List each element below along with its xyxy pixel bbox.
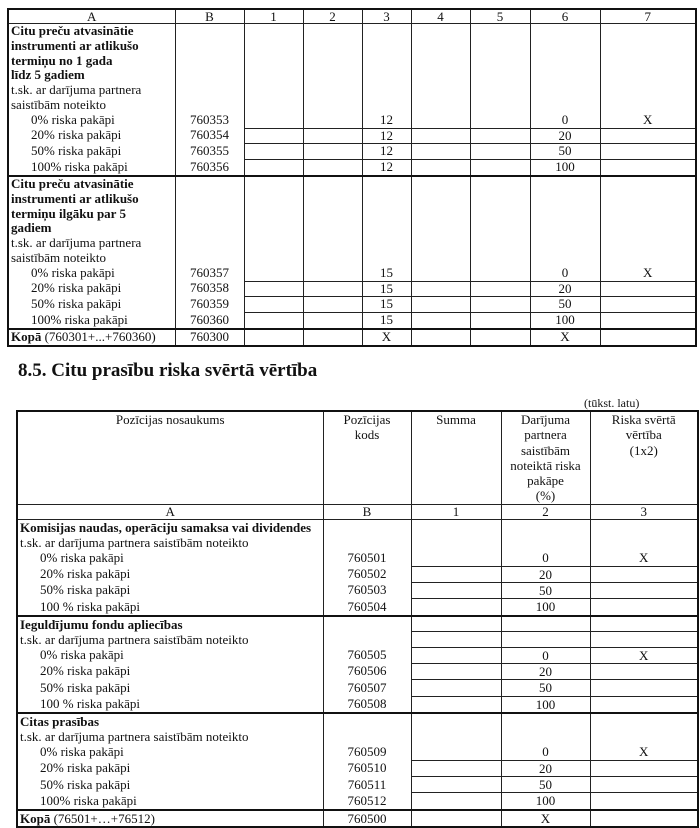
position-code: 760354 xyxy=(175,128,244,144)
cell-risk-weighted-value: X xyxy=(590,744,698,760)
row-label: 100% riska pakāpi xyxy=(17,793,323,810)
position-code: 760508 xyxy=(323,696,411,713)
cell-risk-weight: 100 xyxy=(501,793,590,810)
table-row xyxy=(17,599,698,616)
position-code: 760511 xyxy=(323,777,411,793)
cell-col-2[interactable] xyxy=(303,266,362,281)
cell-col-2[interactable] xyxy=(303,160,362,176)
empty-cell xyxy=(362,24,411,113)
cell-amount[interactable] xyxy=(411,566,501,582)
cell-col-4[interactable] xyxy=(411,144,470,160)
table-row xyxy=(8,160,696,176)
cell-col-4[interactable] xyxy=(411,160,470,176)
cell-col-2[interactable] xyxy=(303,128,362,144)
cell-col-3[interactable] xyxy=(590,519,698,535)
row-label: 20% riska pakāpi xyxy=(8,281,175,297)
cell-col-3: 15 xyxy=(362,313,411,329)
column-header-1: 1 xyxy=(244,9,303,24)
section-title: 8.5. Citu prasību riska svērtā vērtība xyxy=(18,360,318,381)
empty-cell xyxy=(323,729,411,744)
position-code: 760357 xyxy=(175,266,244,281)
cell-col-1[interactable] xyxy=(411,713,501,729)
position-code: 760509 xyxy=(323,744,411,760)
cell-amount[interactable] xyxy=(411,696,501,713)
cell-col-2[interactable] xyxy=(303,281,362,297)
row-label: 20% riska pakāpi xyxy=(8,128,175,144)
cell-risk-weighted-value: X xyxy=(590,647,698,663)
cell-risk-weighted-value[interactable] xyxy=(590,663,698,679)
cell-risk-weight: 0 xyxy=(501,550,590,566)
cell-col-3[interactable] xyxy=(590,535,698,550)
cell-col-1[interactable] xyxy=(244,266,303,281)
cell-col-7[interactable] xyxy=(600,329,696,346)
section-title: Ieguldījumu fondu apliecības xyxy=(17,616,323,632)
cell-col-5[interactable] xyxy=(470,329,530,346)
total-label xyxy=(17,810,323,827)
cell-col-3: 12 xyxy=(362,128,411,144)
table-row xyxy=(8,266,696,281)
cell-col-1[interactable] xyxy=(411,729,501,744)
empty-cell xyxy=(411,24,470,113)
cell-col-5[interactable] xyxy=(470,266,530,281)
cell-col-5[interactable] xyxy=(470,128,530,144)
row-label: 50% riska pakāpi xyxy=(8,144,175,160)
section-title-row xyxy=(17,519,698,535)
cell-col-3: 15 xyxy=(362,281,411,297)
table-row xyxy=(8,113,696,128)
cell-col-2[interactable] xyxy=(303,113,362,128)
section-title: Komisijas naudas, operāciju samaksa vai dividendes xyxy=(17,519,323,535)
position-code: 760510 xyxy=(323,760,411,776)
other-claims-risk-table xyxy=(16,410,699,828)
section-title-row xyxy=(17,713,698,729)
total-row xyxy=(17,810,698,827)
cell-col-6: 20 xyxy=(530,128,600,144)
row-label: 100 % riska pakāpi xyxy=(17,599,323,616)
cell-risk-weight: 0 xyxy=(501,647,590,663)
cell-col-5[interactable] xyxy=(470,281,530,297)
cell-col-2[interactable] xyxy=(501,519,590,535)
cell-risk-weighted-value[interactable] xyxy=(590,696,698,713)
cell-risk-weighted-value[interactable] xyxy=(590,566,698,582)
cell-risk-weight: 50 xyxy=(501,777,590,793)
header-row xyxy=(8,9,696,24)
column-header-6: 6 xyxy=(530,9,600,24)
empty-cell xyxy=(175,176,244,266)
cell-risk-weighted-value[interactable] xyxy=(590,680,698,696)
position-code: 760356 xyxy=(175,160,244,176)
index-row xyxy=(17,504,698,519)
cell-col-5[interactable] xyxy=(470,160,530,176)
empty-cell xyxy=(303,176,362,266)
section-subtitle: t.sk. ar darījuma partnera saistībām noteikto xyxy=(11,235,142,265)
commodity-derivatives-table xyxy=(7,8,697,347)
total-label-range: (76501+…+76512) xyxy=(50,810,155,826)
cell-col-3: 12 xyxy=(362,144,411,160)
row-label: 20% riska pakāpi xyxy=(17,566,323,582)
section-header-row xyxy=(8,176,696,266)
table-row xyxy=(17,777,698,793)
column-index-2: 2 xyxy=(501,504,590,519)
table-row xyxy=(8,281,696,297)
cell-col-2[interactable] xyxy=(303,313,362,329)
cell-col-4[interactable] xyxy=(411,297,470,313)
cell-col-4[interactable] xyxy=(411,281,470,297)
cell-col-1[interactable] xyxy=(244,144,303,160)
total-label xyxy=(8,329,175,346)
cell-col-6: 20 xyxy=(530,281,600,297)
section-subtitle: t.sk. ar darījuma partnera saistībām noteikto xyxy=(17,535,323,550)
total-label-range: (760301+...+760360) xyxy=(41,328,156,344)
row-label: 20% riska pakāpi xyxy=(17,663,323,679)
cell-col-4[interactable] xyxy=(411,128,470,144)
cell-amount[interactable] xyxy=(411,680,501,696)
table-row xyxy=(8,144,696,160)
cell-risk-weight: 50 xyxy=(501,680,590,696)
cell-col-3: 15 xyxy=(362,297,411,313)
position-code: 760501 xyxy=(323,550,411,566)
table-row xyxy=(17,647,698,663)
section-subtitle-row xyxy=(17,729,698,744)
empty-cell xyxy=(362,176,411,266)
cell-col-7[interactable] xyxy=(600,144,696,160)
row-label: 20% riska pakāpi xyxy=(17,760,323,776)
cell-col-1[interactable] xyxy=(244,329,303,346)
row-label: 0% riska pakāpi xyxy=(17,647,323,663)
table-row xyxy=(17,680,698,696)
column-header-3: Darījuma partnera saistībām noteiktā riska pakāpe (%) xyxy=(501,411,590,504)
cell-col-7[interactable] xyxy=(600,128,696,144)
section-title-cell xyxy=(8,24,175,113)
cell-col-3: 12 xyxy=(362,160,411,176)
row-label: 0% riska pakāpi xyxy=(8,266,175,281)
cell-amount[interactable] xyxy=(411,582,501,598)
empty-cell xyxy=(411,176,470,266)
table-row xyxy=(17,760,698,776)
column-header-4: 4 xyxy=(411,9,470,24)
position-code: 760355 xyxy=(175,144,244,160)
cell-risk-weight: 20 xyxy=(501,760,590,776)
cell-col-1[interactable] xyxy=(411,616,501,632)
cell-col-2[interactable] xyxy=(501,535,590,550)
cell-col-3: X xyxy=(362,329,411,346)
cell-risk-weighted-value[interactable] xyxy=(590,777,698,793)
column-header-0: Pozīcijas nosaukums xyxy=(17,411,323,504)
cell-col-6: 50 xyxy=(530,144,600,160)
cell-amount[interactable] xyxy=(411,647,501,663)
cell-col-2[interactable] xyxy=(303,329,362,346)
row-label: 100% riska pakāpi xyxy=(8,313,175,329)
table-row xyxy=(17,582,698,598)
cell-col-3[interactable] xyxy=(590,616,698,632)
table-row xyxy=(17,550,698,566)
cell-col-3[interactable] xyxy=(590,713,698,729)
cell-col-1[interactable] xyxy=(244,113,303,128)
cell-col-5[interactable] xyxy=(470,113,530,128)
cell-col-2[interactable] xyxy=(501,616,590,632)
column-header-2: Summa xyxy=(411,411,501,504)
column-header-7: 7 xyxy=(600,9,696,24)
cell-col-4[interactable] xyxy=(411,266,470,281)
cell-col-2[interactable] xyxy=(303,297,362,313)
row-label: 50% riska pakāpi xyxy=(17,582,323,598)
cell-amount[interactable] xyxy=(411,599,501,616)
position-code: 760506 xyxy=(323,663,411,679)
position-code: 760507 xyxy=(323,680,411,696)
cell-risk-weight: 20 xyxy=(501,566,590,582)
position-code: 760300 xyxy=(175,329,244,346)
cell-col-5[interactable] xyxy=(470,144,530,160)
section-subtitle-row xyxy=(17,632,698,647)
total-label-bold: Kopā xyxy=(20,810,51,826)
cell-risk-weighted-value: X xyxy=(590,550,698,566)
cell-risk-weight: 50 xyxy=(501,582,590,598)
table-row xyxy=(17,566,698,582)
cell-col-5[interactable] xyxy=(470,313,530,329)
cell-risk-weight: 0 xyxy=(501,744,590,760)
cell-col-5[interactable] xyxy=(470,297,530,313)
cell-col-4[interactable] xyxy=(411,113,470,128)
column-index-b: B xyxy=(323,504,411,519)
column-header-3: 3 xyxy=(362,9,411,24)
row-label: 50% riska pakāpi xyxy=(17,680,323,696)
empty-cell xyxy=(530,176,600,266)
cell-col-1[interactable] xyxy=(411,519,501,535)
row-label: 0% riska pakāpi xyxy=(17,550,323,566)
empty-cell xyxy=(303,24,362,113)
row-label: 0% riska pakāpi xyxy=(8,113,175,128)
cell-col-7: X xyxy=(600,113,696,128)
position-code: 760359 xyxy=(175,297,244,313)
cell-col-7[interactable] xyxy=(600,313,696,329)
cell-col-6: 0 xyxy=(530,113,600,128)
column-header-b: B xyxy=(175,9,244,24)
position-code: 760358 xyxy=(175,281,244,297)
cell-col-7[interactable] xyxy=(600,160,696,176)
cell-amount[interactable] xyxy=(411,760,501,776)
cell-risk-weight: X xyxy=(501,810,590,827)
row-label: 50% riska pakāpi xyxy=(17,777,323,793)
cell-col-4[interactable] xyxy=(411,313,470,329)
empty-cell xyxy=(244,24,303,113)
empty-cell xyxy=(175,24,244,113)
table-row xyxy=(17,744,698,760)
column-header-5: 5 xyxy=(470,9,530,24)
table-row xyxy=(8,128,696,144)
column-header-4: Riska svērtā vērtība (1x2) xyxy=(590,411,698,504)
section-title: Citu preču atvasinātie instrumenti ar atlikušo termiņu no 1 gada līdz 5 gadiem xyxy=(11,23,139,83)
cell-amount[interactable] xyxy=(411,810,501,827)
section-title: Citu preču atvasinātie instrumenti ar atlikušo termiņu ilgāku par 5 gadiem xyxy=(11,175,139,236)
position-code: 760500 xyxy=(323,810,411,827)
section-title: Citas prasības xyxy=(17,713,323,729)
empty-cell xyxy=(323,535,411,550)
table-row xyxy=(17,663,698,679)
cell-risk-weight: 100 xyxy=(501,599,590,616)
cell-risk-weighted-value[interactable] xyxy=(590,760,698,776)
empty-cell xyxy=(323,519,411,535)
cell-col-3: 12 xyxy=(362,113,411,128)
column-index-a: A xyxy=(17,504,323,519)
empty-cell xyxy=(600,176,696,266)
empty-cell xyxy=(323,713,411,729)
empty-cell xyxy=(323,616,411,632)
row-label: 100 % riska pakāpi xyxy=(17,696,323,713)
empty-cell xyxy=(530,24,600,113)
cell-col-3: 15 xyxy=(362,266,411,281)
empty-cell xyxy=(470,176,530,266)
position-code: 760353 xyxy=(175,113,244,128)
unit-label: (tūkst. latu) xyxy=(584,396,640,410)
cell-col-1[interactable] xyxy=(411,632,501,647)
total-label-bold: Kopā xyxy=(11,328,42,344)
cell-col-2[interactable] xyxy=(501,713,590,729)
cell-risk-weighted-value[interactable] xyxy=(590,599,698,616)
cell-risk-weight: 100 xyxy=(501,696,590,713)
column-index-3: 3 xyxy=(590,504,698,519)
cell-col-3[interactable] xyxy=(590,632,698,647)
cell-risk-weighted-value[interactable] xyxy=(590,793,698,810)
position-code: 760505 xyxy=(323,647,411,663)
position-code: 760360 xyxy=(175,313,244,329)
cell-col-7[interactable] xyxy=(600,297,696,313)
cell-col-7: X xyxy=(600,266,696,281)
cell-col-1[interactable] xyxy=(411,535,501,550)
section-subtitle: t.sk. ar darījuma partnera saistībām noteikto xyxy=(11,82,142,112)
table-row xyxy=(8,297,696,313)
cell-col-6: 50 xyxy=(530,297,600,313)
column-index-1: 1 xyxy=(411,504,501,519)
empty-cell xyxy=(470,24,530,113)
cell-amount[interactable] xyxy=(411,744,501,760)
section-subtitle: t.sk. ar darījuma partnera saistībām noteikto xyxy=(17,632,323,647)
position-code: 760512 xyxy=(323,793,411,810)
total-row xyxy=(8,329,696,346)
cell-col-6: X xyxy=(530,329,600,346)
section-title-row xyxy=(17,616,698,632)
cell-amount[interactable] xyxy=(411,550,501,566)
cell-amount[interactable] xyxy=(411,777,501,793)
empty-cell xyxy=(323,632,411,647)
table-row xyxy=(17,696,698,713)
cell-col-1[interactable] xyxy=(244,160,303,176)
position-code: 760503 xyxy=(323,582,411,598)
header-row xyxy=(17,411,698,504)
section-header-row xyxy=(8,24,696,113)
cell-col-1[interactable] xyxy=(244,297,303,313)
empty-cell xyxy=(600,24,696,113)
position-code: 760502 xyxy=(323,566,411,582)
column-header-a: A xyxy=(8,9,175,24)
cell-col-2[interactable] xyxy=(501,729,590,744)
section-title-cell xyxy=(8,176,175,266)
cell-col-1[interactable] xyxy=(244,281,303,297)
row-label: 0% riska pakāpi xyxy=(17,744,323,760)
column-header-1: Pozīcijas kods xyxy=(323,411,411,504)
cell-col-2[interactable] xyxy=(303,144,362,160)
cell-col-4[interactable] xyxy=(411,329,470,346)
cell-col-6: 100 xyxy=(530,313,600,329)
column-header-2: 2 xyxy=(303,9,362,24)
cell-col-3[interactable] xyxy=(590,729,698,744)
section-subtitle: t.sk. ar darījuma partnera saistībām noteikto xyxy=(17,729,323,744)
cell-col-7[interactable] xyxy=(600,281,696,297)
cell-amount[interactable] xyxy=(411,663,501,679)
cell-col-6: 0 xyxy=(530,266,600,281)
section-subtitle-row xyxy=(17,535,698,550)
cell-col-2[interactable] xyxy=(501,632,590,647)
cell-col-6: 100 xyxy=(530,160,600,176)
cell-col-1[interactable] xyxy=(244,128,303,144)
position-code: 760504 xyxy=(323,599,411,616)
table-row xyxy=(8,313,696,329)
empty-cell xyxy=(244,176,303,266)
row-label: 100% riska pakāpi xyxy=(8,160,175,176)
table-row xyxy=(17,793,698,810)
row-label: 50% riska pakāpi xyxy=(8,297,175,313)
cell-risk-weighted-value[interactable] xyxy=(590,810,698,827)
cell-col-1[interactable] xyxy=(244,313,303,329)
cell-risk-weighted-value[interactable] xyxy=(590,582,698,598)
cell-amount[interactable] xyxy=(411,793,501,810)
cell-risk-weight: 20 xyxy=(501,663,590,679)
